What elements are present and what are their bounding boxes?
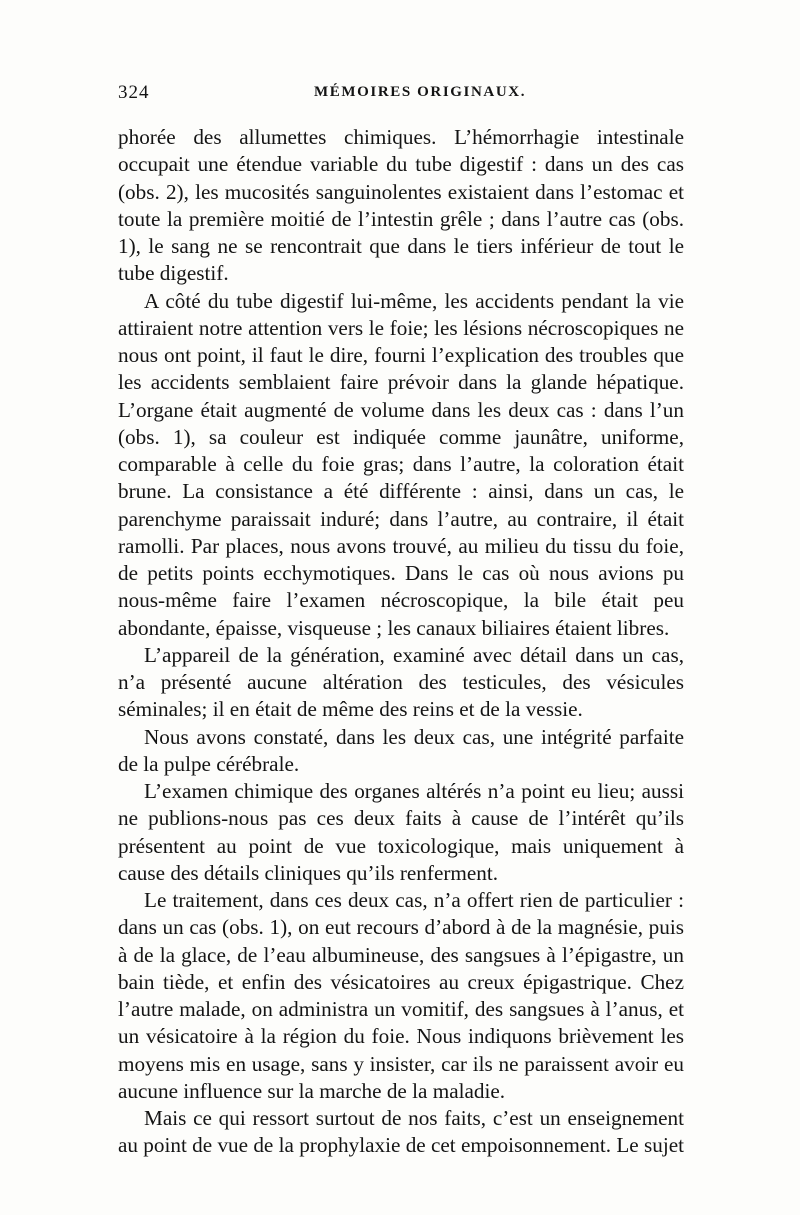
paragraph-treatment: Le traitement, dans ces deux cas, n’a offert rien de particulier : dans un cas (obs. 1), on eut recours d’abord à de la magnésie, puis à de la glace, de l’eau albumineuse, des sangsues à l’épigastre, un bain tiède, et enfin des vésicatoires au creux épigastrique. Chez l’autre malade, on administra un vomitif, des sangsues à l’anus, et un vésicatoire à la région du foie. Nous indiquons brièvement les moyens mis en usage, sans y insister, car ils ne paraissent avoir eu aucune influence sur la marche de la maladie. [118, 888, 684, 1103]
body-text [118, 124, 684, 1160]
running-title: MÉMOIRES ORIGINAUX. [314, 84, 527, 100]
paragraph-prophylaxis: Mais ce qui ressort surtout de nos faits, c’est un enseignement au point de vue de la prophylaxie de cet empoisonnement. Le sujet [118, 1106, 685, 1158]
paragraph-continuation: phorée des allumettes chimiques. L’hémorrhagie intestinale occupait une étendue variable du tube digestif : dans un des cas (obs. 2), les mucosités sanguinolentes existaient dans l’estomac et toute la première moitié de l’intestin grêle ; dans l’autre cas (obs. 1), le sang ne se rencontrait que dans le tiers inférieur de tout le tube digestif. [118, 125, 684, 286]
paragraph-brain: Nous avons constaté, dans les deux cas, une intégrité parfaite de la pulpe cérébrale. [118, 724, 684, 776]
running-head [118, 82, 684, 110]
paragraph-chemical-exam: L’examen chimique des organes altérés n’a point eu lieu; aussi ne publions-nous pas ces deux faits à cause de l’intérêt qu’ils présentent au point de vue toxicologique, mais uniquement à cause des détails cliniques qu’ils renferment. [118, 779, 684, 885]
paragraph-generation: L’appareil de la génération, examiné avec détail dans un cas, n’a présenté aucune altération des testicules, des vésicules séminales; il en était de même des reins et de la vessie. [118, 642, 684, 722]
paragraph-liver: A côté du tube digestif lui-même, les accidents pendant la vie attiraient notre attention vers le foie; les lésions nécroscopiques ne nous ont point, il faut le dire, fourni l’explication des troubles que les accidents semblaient faire prévoir dans la glande hépatique. L’organe était augmenté de volume dans les deux cas : dans l’un (obs. 1), sa couleur est indiquée comme jaunâtre, uniforme, comparable à celle du foie gras; dans l’autre, la coloration était brune. La consistance a été différente : ainsi, dans un cas, le parenchyme paraissait induré; dans l’autre, au contraire, il était ramolli. Par places, nous avons trouvé, au milieu du tissu du foie, de petits points ecchymotiques. Dans le cas où nous avions pu nous-même faire l’examen nécroscopique, la bile était peu abondante, épaisse, visqueuse ; les canaux biliaires étaient libres. [118, 288, 684, 640]
page-number: 324 [118, 82, 150, 103]
